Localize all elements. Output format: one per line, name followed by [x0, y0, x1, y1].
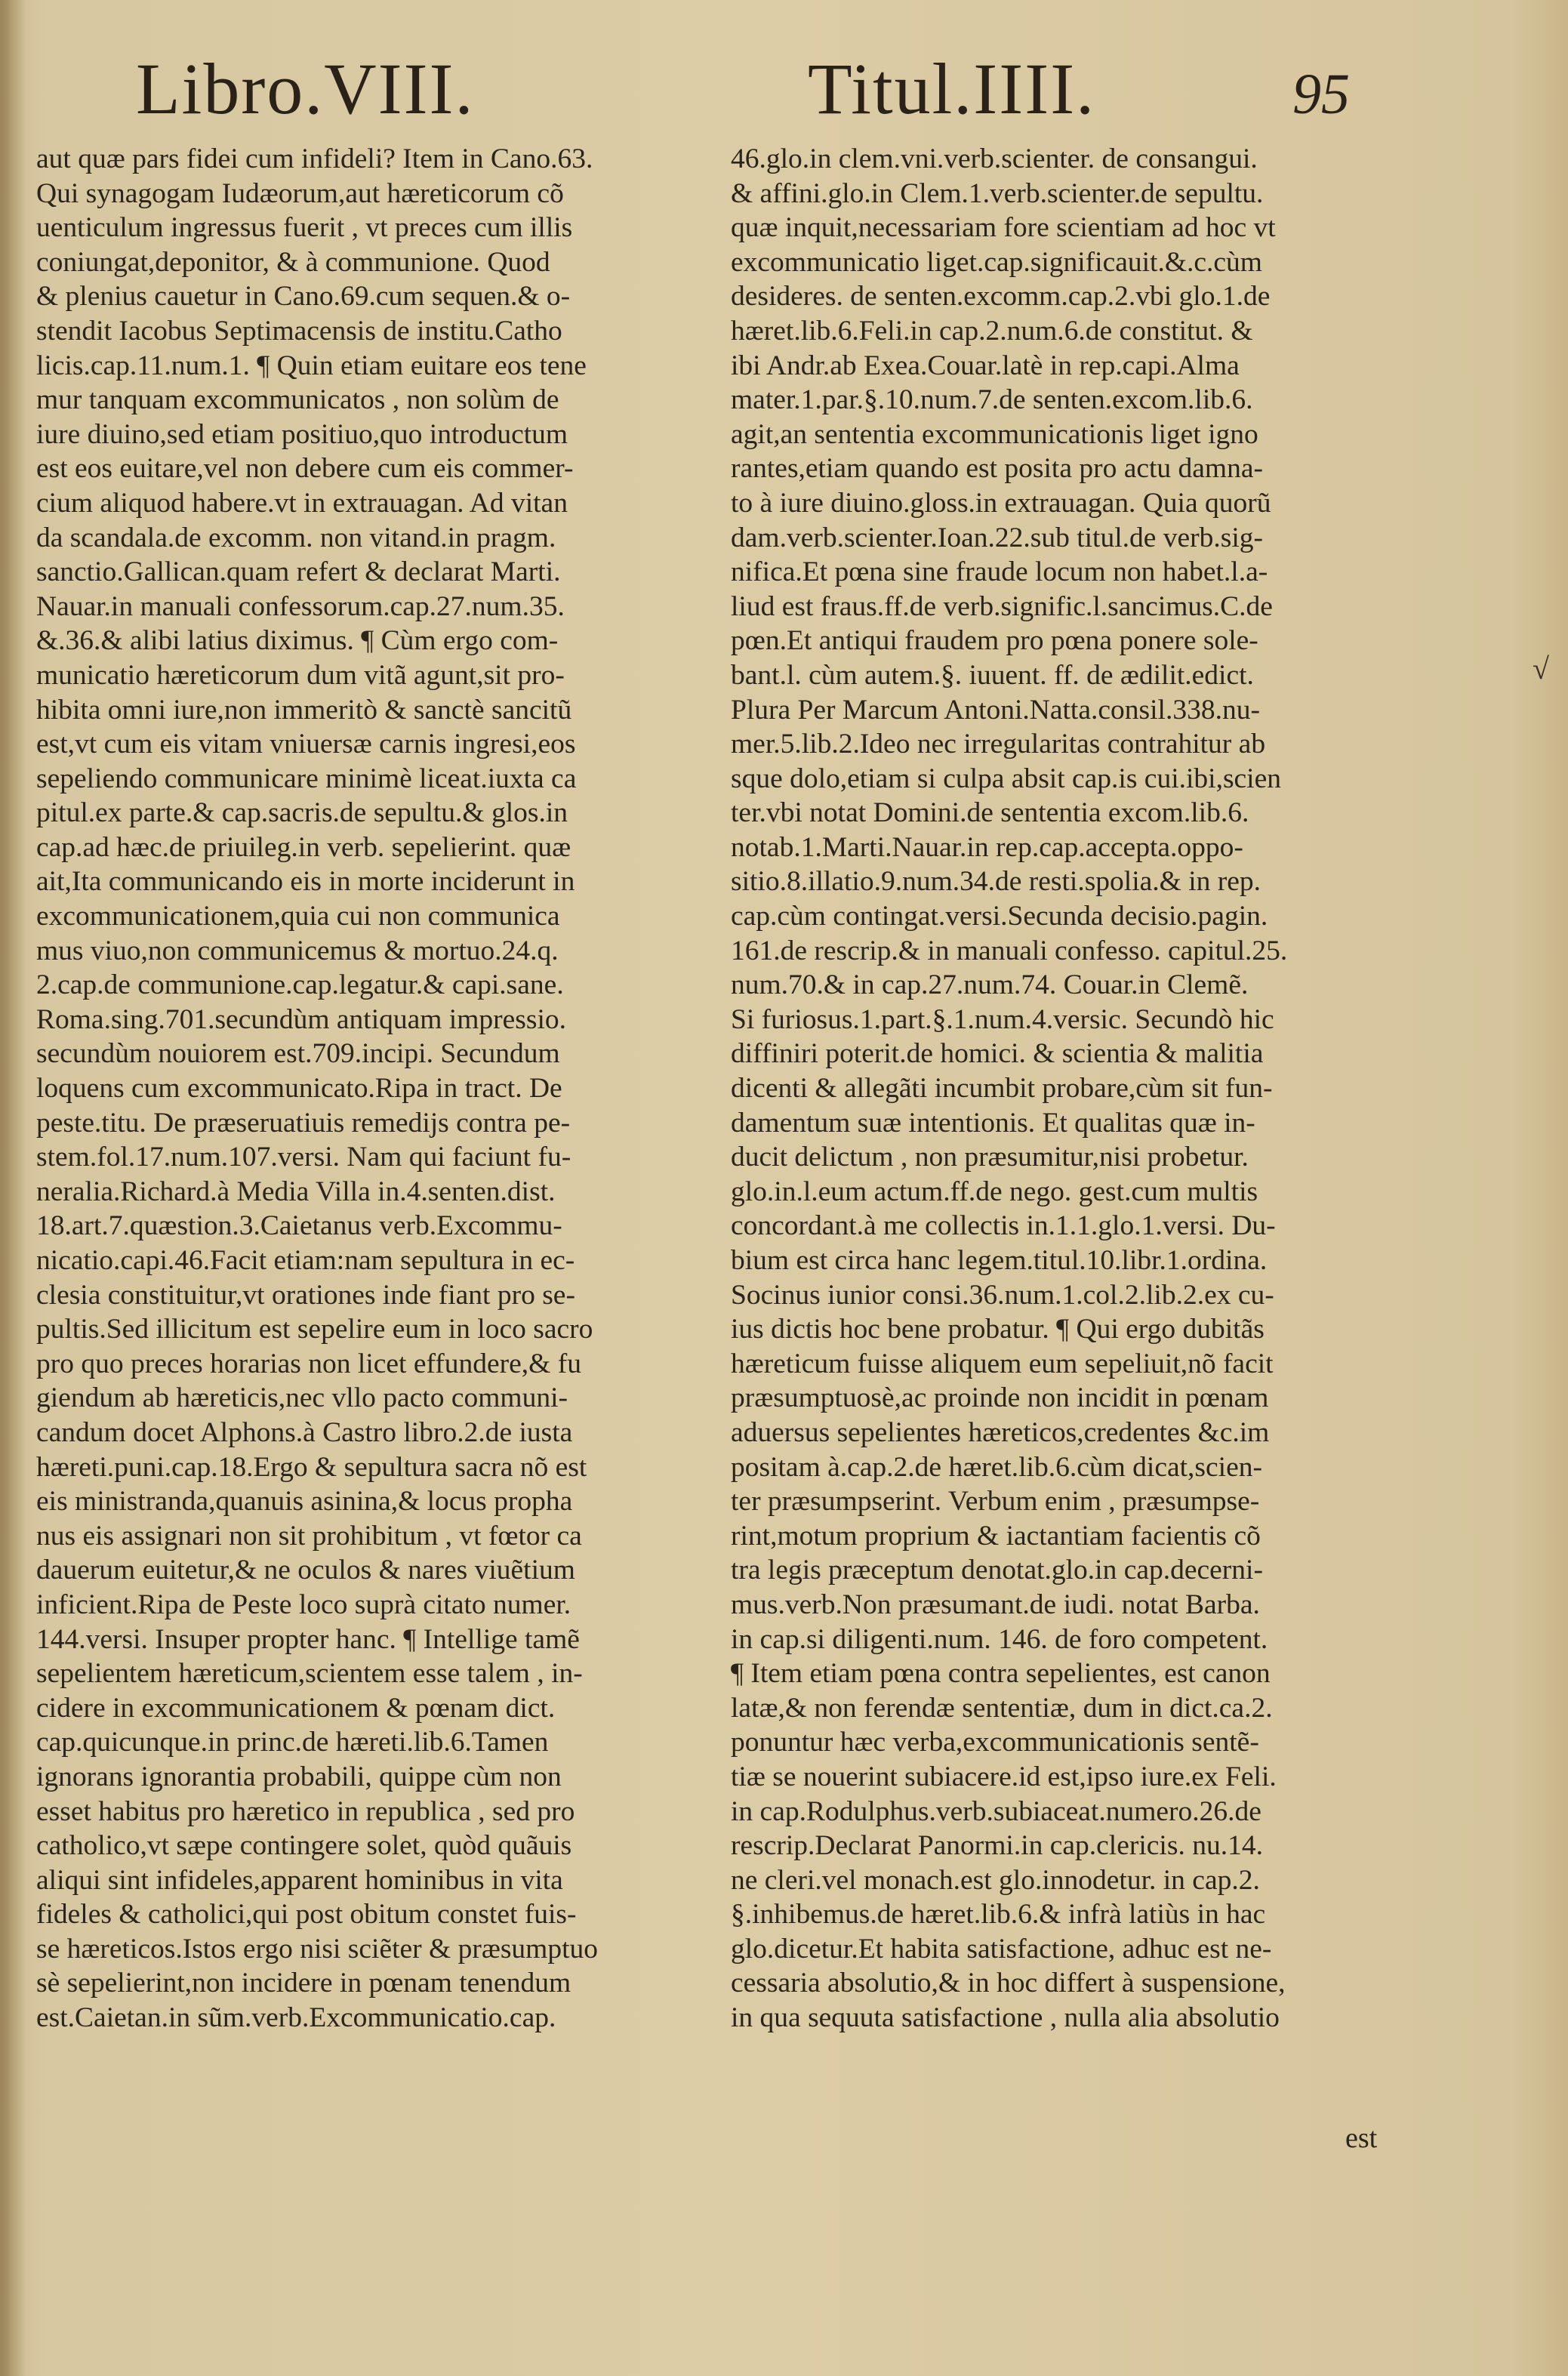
text-line: 18.art.7.quæstion.3.Caietanus verb.Excommu- [36, 1210, 562, 1242]
running-head-title: Titul.IIII. [808, 48, 1096, 129]
text-line: Roma.sing.701.secundùm antiquam impressio. [36, 1003, 567, 1035]
text-line: &.36.& alibi latius diximus. ¶ Cùm ergo com- [36, 625, 559, 657]
text-line: ne cleri.vel monach.est glo.innodetur. in cap.2. [731, 1864, 1260, 1896]
running-head-book: Libro.VIII. [136, 48, 475, 129]
text-line: peste.titu. De præseruatiuis remedijs contra pe- [36, 1107, 571, 1139]
text-line: & plenius cauetur in Cano.69.cum sequen.& o- [36, 281, 571, 313]
text-line: aduersus sepelientes hæreticos,credentes &c.im [731, 1416, 1270, 1448]
text-line: hæreticum fuisse aliquem eum sepeliuit,nõ facit [731, 1348, 1274, 1379]
page-header [0, 39, 1568, 130]
text-line: ducit delictum , non præsumitur,nisi probetur. [731, 1142, 1249, 1173]
text-line: ¶ Item etiam pœna contra sepelientes, est canon [731, 1658, 1271, 1690]
text-line: ter præsumpserint. Verbum enim , præsumpse- [731, 1486, 1260, 1518]
text-line: sepelientem hæreticum,scientem esse talem , in- [36, 1658, 583, 1690]
text-line: ait,Ita communicando eis in morte inciderunt in [36, 866, 575, 898]
text-line: glo.dicetur.Et habita satisfactione, adhuc est ne- [731, 1933, 1272, 1965]
text-line: agit,an sententia excommunicationis liget igno [731, 418, 1258, 450]
text-line: mur tanquam excommunicatos , non solùm de [36, 384, 559, 416]
left-text-column [36, 142, 701, 2035]
text-line: præsumptuosè,ac proinde non incidit in pœnam [731, 1382, 1269, 1414]
text-line: sanctio.Gallican.quam refert & declarat Marti. [36, 556, 561, 588]
text-line: aliqui sint infideles,apparent hominibus in vita [36, 1864, 563, 1896]
text-line: esset habitus pro hæretico in republica , sed pro [36, 1795, 575, 1827]
text-line: ibi Andr.ab Exea.Couar.latè in rep.capi.Alma [731, 350, 1240, 381]
text-line: Plura Per Marcum Antoni.Natta.consil.338.nu- [731, 694, 1260, 726]
text-line: cap.quicunque.in princ.de hæreti.lib.6.Tamen [36, 1727, 549, 1758]
text-line: cessaria absolutio,& in hoc differt à suspensione, [731, 1968, 1286, 1999]
text-line: sque dolo,etiam si culpa absit cap.is cui.ibi,scien [731, 763, 1281, 794]
text-line: aut quæ pars fidei cum infideli? Item in Cano.63. [36, 143, 593, 174]
text-line: 161.de rescrip.& in manuali confesso. capitul.25. [731, 935, 1288, 966]
text-line: iure diuino,sed etiam positiuo,quo introductum [36, 418, 568, 450]
text-line: pro quo preces horarias non licet effundere,& fu [36, 1348, 581, 1379]
text-line: ius dictis hoc bene probatur. ¶ Qui ergo dubitãs [731, 1314, 1265, 1345]
text-line: licis.cap.11.num.1. ¶ Quin etiam euitare eos tene [36, 350, 587, 381]
text-line: tiæ se nouerint subiacere.id est,ipso iure.ex Feli. [731, 1761, 1277, 1792]
text-line: ter.vbi notat Domini.de sententia excom.lib.6. [731, 797, 1249, 829]
text-line: cidere in excommunicationem & pœnam dict. [36, 1692, 556, 1724]
text-line: bium est circa hanc legem.titul.10.libr.1.ordina. [731, 1245, 1268, 1276]
text-line: rint,motum proprium & iactantiam facientis cõ [731, 1520, 1261, 1552]
text-line: tra legis præceptum denotat.glo.in cap.decerni- [731, 1555, 1263, 1586]
text-line: pœn.Et antiqui fraudem pro pœna ponere sole- [731, 625, 1258, 657]
text-line: dicenti & allegãti incumbit probare,cùm sit fun- [731, 1073, 1273, 1105]
text-line: sè sepelierint,non incidere in pœnam tenendum [36, 1968, 571, 1999]
text-line: da scandala.de excomm. non vitand.in pragm. [36, 522, 556, 553]
text-line: loquens cum excommunicato.Ripa in tract. De [36, 1073, 562, 1105]
text-line: Si furiosus.1.part.§.1.num.4.versic. Secundò hic [731, 1003, 1274, 1035]
text-line: est.Caietan.in sũm.verb.Excommunicatio.cap. [36, 2002, 556, 2034]
text-line: stendit Iacobus Septimacensis de institu.Catho [36, 315, 562, 347]
text-line: in cap.si diligenti.num. 146. de foro competent. [731, 1623, 1268, 1655]
text-line: 144.versi. Insuper propter hanc. ¶ Intellige tamẽ [36, 1623, 580, 1655]
text-line: cap.cùm contingat.versi.Secunda decisio.pagin. [731, 901, 1268, 932]
text-line: excommunicatio liget.cap.significauit.&.c.cùm [731, 246, 1262, 278]
text-line: positam à.cap.2.de hæret.lib.6.cùm dicat,scien- [731, 1451, 1262, 1483]
text-line: latæ,& non ferendæ sententiæ, dum in dict.ca.2. [731, 1692, 1273, 1724]
text-line: mer.5.lib.2.Ideo nec irregularitas contrahitur ab [731, 729, 1266, 760]
text-line: mater.1.par.§.10.num.7.de senten.excom.lib.6. [731, 384, 1253, 416]
text-line: hæreti.puni.cap.18.Ergo & sepultura sacra nõ est [36, 1451, 587, 1483]
text-line: coniungat,deponitor, & à communione. Quod [36, 246, 550, 278]
text-line: est,vt cum eis vitam vniuersæ carnis ingresi,eos [36, 729, 576, 760]
text-line: mus.verb.Non præsumant.de iudi. notat Barba. [731, 1589, 1260, 1620]
text-line: nus eis assignari non sit prohibitum , vt fœtor ca [36, 1520, 582, 1552]
text-line: 46.glo.in clem.vni.verb.scienter. de consangui. [731, 143, 1258, 174]
text-line: desideres. de senten.excomm.cap.2.vbi glo.1.de [731, 281, 1271, 313]
catchword: est [1345, 2122, 1378, 2154]
text-line: Socinus iunior consi.36.num.1.col.2.lib.2.ex cu- [731, 1279, 1274, 1311]
text-line: diffiniri poterit.de homici. & scientia & malitia [731, 1038, 1264, 1070]
text-line: bant.l. cùm autem.§. iuuent. ff. de ædilit.edict. [731, 659, 1254, 691]
gutter-stain [0, 0, 26, 2376]
text-line: §.inhibemus.de hæret.lib.6.& infrà latiùs in hac [731, 1899, 1266, 1931]
text-line: cap.ad hæc.de priuileg.in verb. sepelierint. quæ [36, 831, 571, 863]
text-line: & affini.glo.in Clem.1.verb.scienter.de sepultu. [731, 177, 1264, 209]
text-line: hæret.lib.6.Feli.in cap.2.num.6.de constitut. & [731, 315, 1253, 347]
text-line: inficient.Ripa de Peste loco suprà citato numer. [36, 1589, 571, 1620]
text-line: hibita omni iure,non immeritò & sanctè sancitũ [36, 694, 572, 726]
text-line: pitul.ex parte.& cap.sacris.de sepultu.& glos.in [36, 797, 568, 829]
text-line: clesia constituitur,vt orationes inde fiant pro se- [36, 1279, 575, 1311]
text-line: num.70.& in cap.27.num.74. Couar.in Clemẽ. [731, 969, 1249, 1001]
text-line: ignorans ignorantia probabili, quippe cùm non [36, 1761, 562, 1792]
text-line: rescrip.Declarat Panormi.in cap.clericis. nu.14. [731, 1830, 1263, 1862]
text-line: dam.verb.scienter.Ioan.22.sub titul.de verb.sig- [731, 522, 1264, 553]
text-line: eis ministranda,quanuis asinina,& locus propha [36, 1486, 573, 1518]
text-line: catholico,vt sæpe contingere solet, quòd quãuis [36, 1830, 572, 1862]
text-line: pultis.Sed illicitum est sepelire eum in loco sacro [36, 1314, 593, 1345]
text-line: concordant.à me collectis in.1.1.glo.1.versi. Du- [731, 1210, 1276, 1242]
text-line: rantes,etiam quando est posita pro actu damna- [731, 453, 1263, 485]
text-line: sitio.8.illatio.9.num.34.de resti.spolia.& in rep. [731, 866, 1261, 898]
text-line: excommunicationem,quia cui non communica [36, 901, 560, 932]
text-line: 2.cap.de communione.cap.legatur.& capi.sane. [36, 969, 564, 1001]
text-line: fideles & catholici,qui post obitum constet fuis- [36, 1899, 577, 1931]
text-line: ponuntur hæc verba,excommunicationis sentẽ- [731, 1727, 1259, 1758]
text-line: cium aliquod habere.vt in extrauagan. Ad vitan [36, 487, 568, 519]
text-line: municatio hæreticorum dum vitã agunt,sit pro- [36, 659, 565, 691]
text-line: in cap.Rodulphus.verb.subiaceat.numero.26.de [731, 1795, 1261, 1827]
text-line: Qui synagogam Iudæorum,aut hæreticorum cõ [36, 177, 564, 209]
right-text-column [731, 142, 1391, 2035]
text-line: giendum ab hæreticis,nec vllo pacto communi- [36, 1382, 568, 1414]
text-line: est eos euitare,vel non debere cum eis commer- [36, 453, 574, 485]
text-line: candum docet Alphons.à Castro libro.2.de iusta [36, 1416, 573, 1448]
text-line: nifica.Et pœna sine fraude locum non habet.l.a- [731, 556, 1268, 588]
text-line: notab.1.Marti.Nauar.in rep.cap.accepta.oppo- [731, 831, 1243, 863]
text-line: stem.fol.17.num.107.versi. Nam qui faciunt fu- [36, 1142, 571, 1173]
text-line: glo.in.l.eum actum.ff.de nego. gest.cum multis [731, 1176, 1258, 1207]
folio-number: 95 [1292, 63, 1350, 126]
text-line: nicatio.capi.46.Facit etiam:nam sepultura in ec- [36, 1245, 575, 1276]
text-line: Nauar.in manuali confessorum.cap.27.num.35. [36, 590, 565, 622]
text-line: neralia.Richard.à Media Villa in.4.senten.dist. [36, 1176, 556, 1207]
text-line: damentum suæ intentionis. Et qualitas quæ in- [731, 1107, 1255, 1139]
text-line: sepeliendo communicare minimè liceat.iuxta ca [36, 763, 577, 794]
text-line: se hæreticos.Istos ergo nisi sciẽter & præsumptuo [36, 1933, 599, 1965]
text-line: in qua sequuta satisfactione , nulla alia absolutio [731, 2002, 1280, 2034]
text-line: uenticulum ingressus fuerit , vt preces cum illis [36, 212, 573, 244]
text-line: quæ inquit,necessariam fore scientiam ad hoc vt [731, 212, 1276, 244]
text-line: mus viuo,non communicemus & mortuo.24.q. [36, 935, 559, 966]
text-line: to à iure diuino.gloss.in extrauagan. Quia quorũ [731, 487, 1271, 519]
text-line: secundùm nouiorem est.709.incipi. Secundum [36, 1038, 560, 1070]
margin-note: √ [1533, 652, 1549, 686]
text-line: dauerum euitetur,& ne oculos & nares viuẽtium [36, 1555, 575, 1586]
text-line: liud est fraus.ff.de verb.signific.l.sancimus.C.de [731, 590, 1273, 622]
